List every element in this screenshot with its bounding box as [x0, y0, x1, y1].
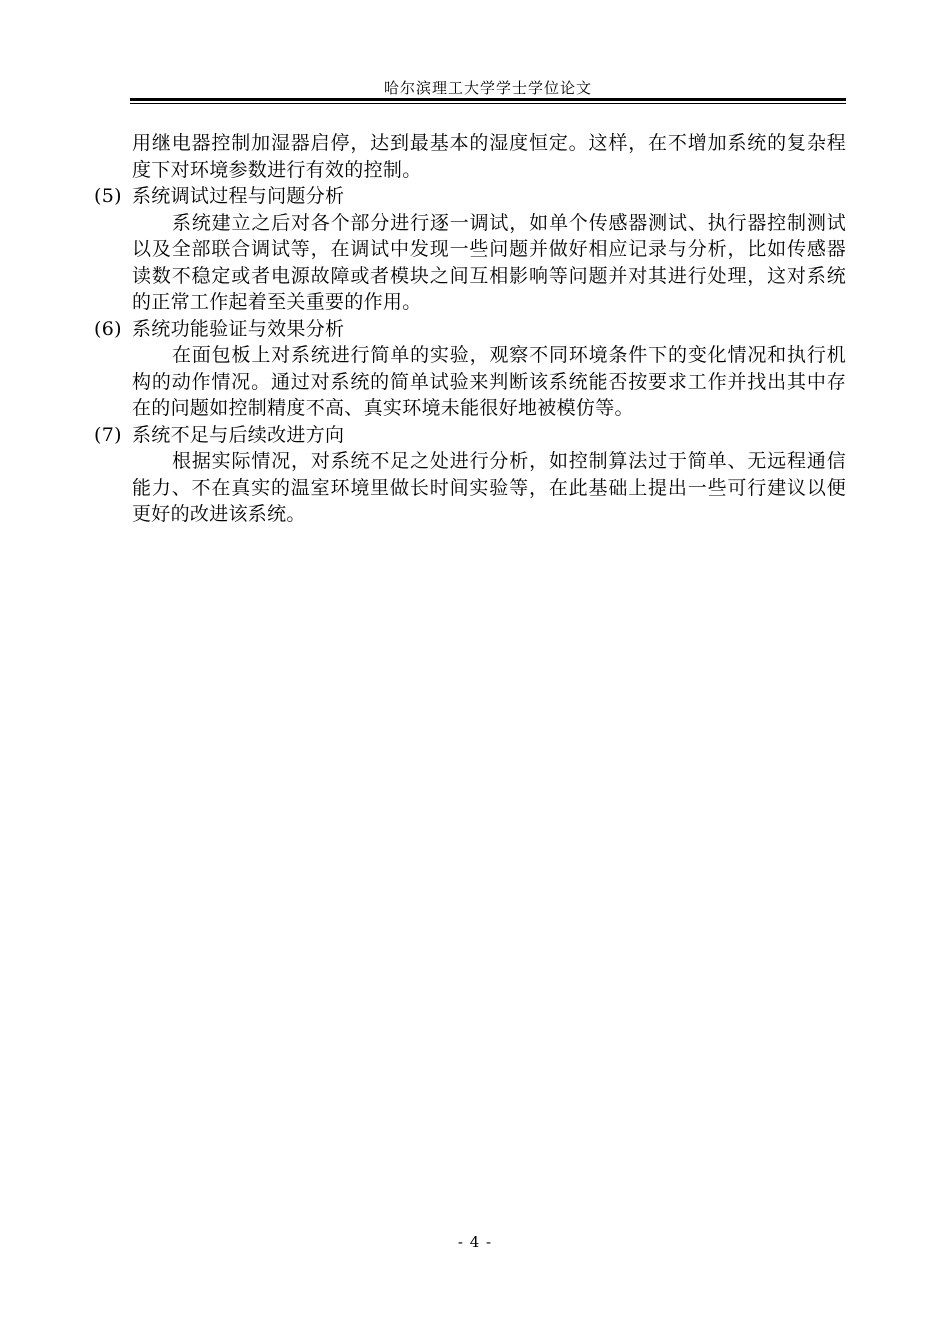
section-title: 系统功能验证与效果分析: [132, 317, 345, 340]
section-heading-6: [94, 316, 846, 343]
section-title: 系统不足与后续改进方向: [132, 423, 345, 446]
continuation-paragraph: 用继电器控制加湿器启停，达到最基本的湿度恒定。这样，在不增加系统的复杂程度下对环境参数进行有效的控制。: [132, 132, 846, 181]
header-rule-thick: [130, 98, 846, 101]
body-content: [94, 130, 846, 528]
section-number: (6): [94, 317, 122, 340]
page-number: - 4 -: [457, 1233, 493, 1251]
section-paragraph-5: 系统建立之后对各个部分进行逐一调试，如单个传感器测试、执行器控制测试以及全部联合调试等，在调试中发现一些问题并做好相应记录与分析，比如传感器读数不稳定或者电源故障或者模块之间互相影响等问题并对其进行处理，这对系统的正常工作起着至关重要的作用。: [132, 211, 846, 313]
section-number: (7): [94, 423, 122, 446]
page-header-title: 哈尔滨理工大学学士学位论文: [383, 79, 592, 97]
section-paragraph-6: 在面包板上对系统进行简单的实验，观察不同环境条件下的变化情况和执行机构的动作情况。通过对系统的简单试验来判断该系统能否按要求工作并找出其中存在的问题如控制精度不高、真实环境未能很好地被模仿等。: [132, 344, 846, 419]
section-heading-7: [94, 422, 846, 449]
header-rule-thin: [130, 103, 846, 104]
section-number: (5): [94, 185, 122, 207]
section-title: 系统调试过程与问题分析: [132, 185, 345, 207]
section-paragraph-7: 根据实际情况，对系统不足之处进行分析，如控制算法过于简单、无远程通信能力、不在真实的温室环境里做长时间实验等，在此基础上提出一些可行建议以便更好的改进该系统。: [132, 450, 846, 525]
section-heading-5: [94, 183, 846, 210]
